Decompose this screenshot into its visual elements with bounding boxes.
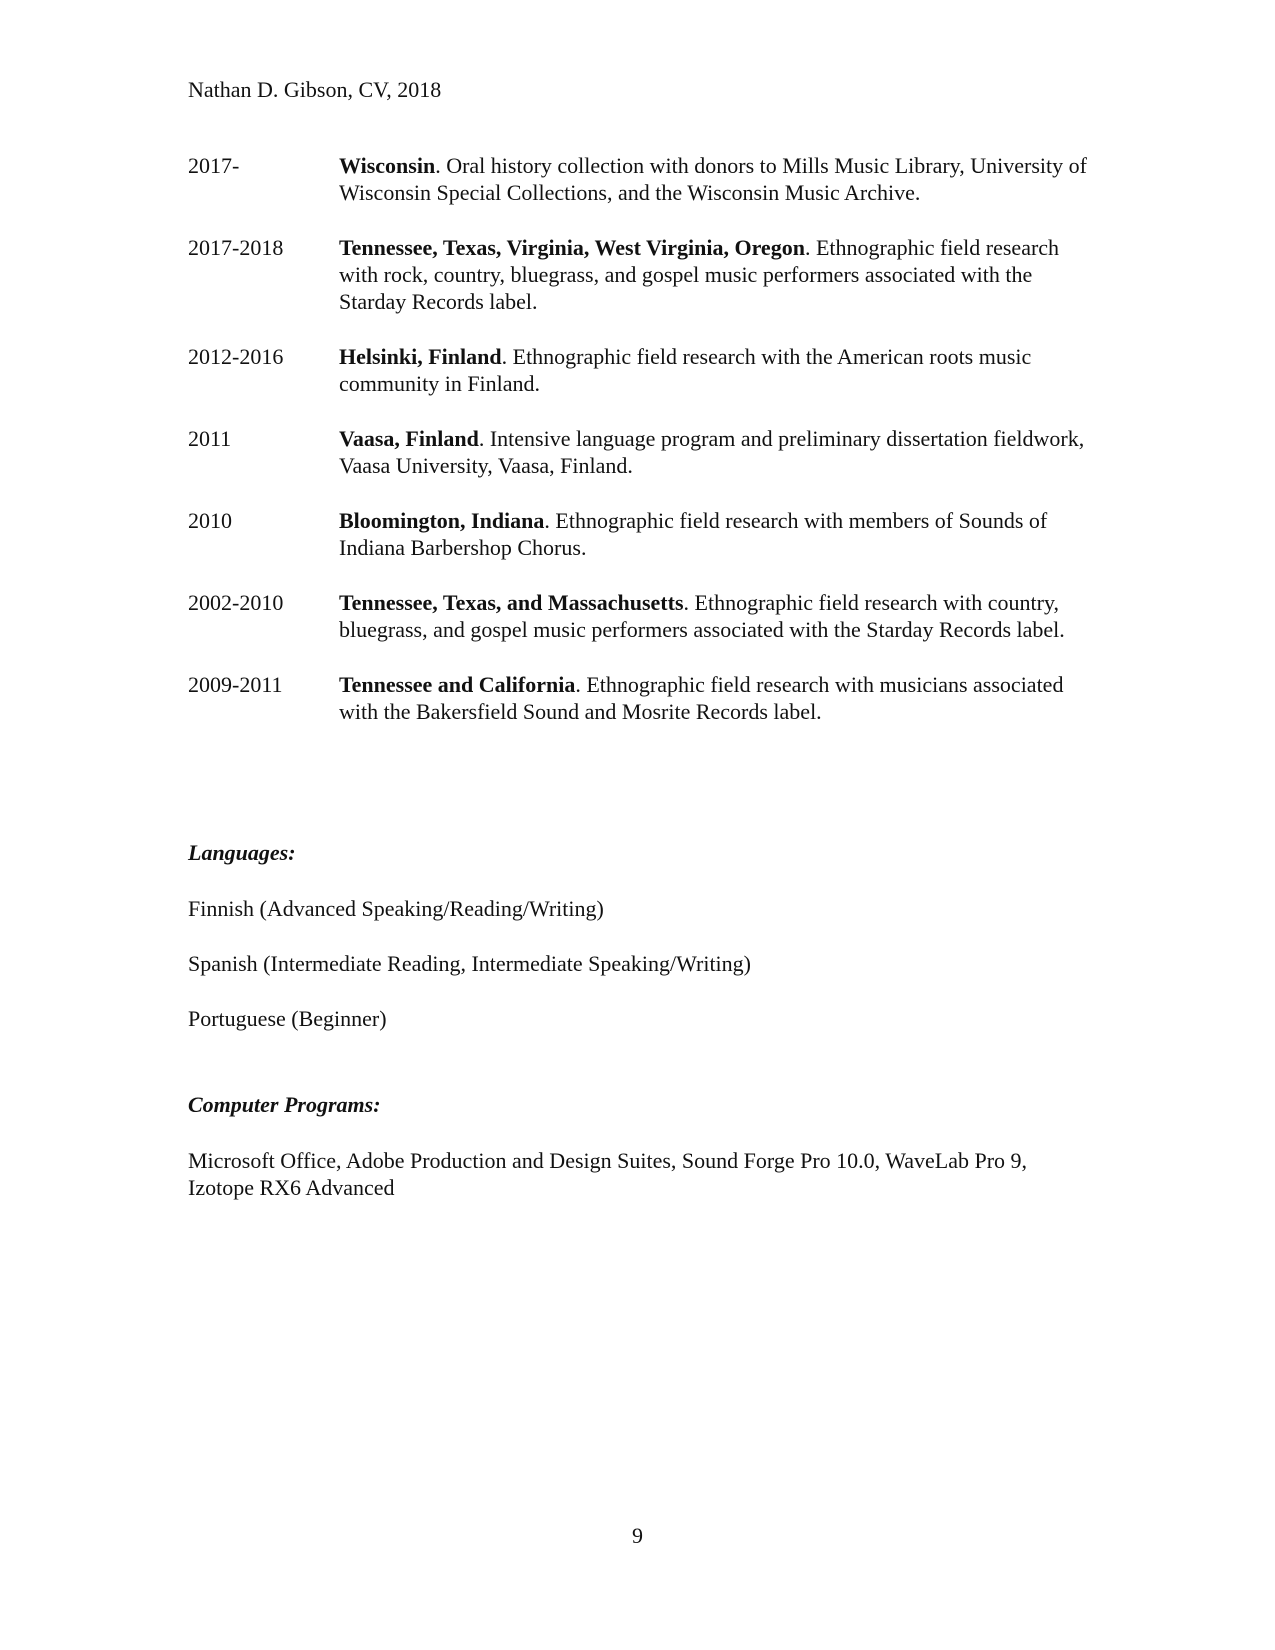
entry-date: 2011 — [188, 426, 232, 451]
language-item: Spanish (Intermediate Reading, Intermediate Speaking/Writing) — [188, 951, 751, 976]
entry-body — [339, 671, 1088, 725]
languages-list — [188, 895, 1088, 1060]
entry-date: 2002-2010 — [188, 590, 284, 615]
entry-date: 2012-2016 — [188, 344, 284, 369]
research-entry — [188, 343, 1088, 397]
entry-date: 2017- — [188, 153, 240, 178]
entry-description: . Ethnographic field research with rock, country, bluegrass, and gospel music performers associated with the Starday Records label. — [339, 235, 1060, 314]
entry-description: . Intensive language program and preliminary dissertation fieldwork, Vaasa University, Vaasa, Finland. — [339, 426, 1085, 478]
entry-description: . Ethnographic field research with the American roots music community in Finland. — [339, 344, 1032, 396]
entry-place: Tennessee, Texas, Virginia, West Virginia, Oregon — [339, 235, 805, 260]
research-entry — [188, 671, 1088, 725]
entry-body — [339, 152, 1088, 206]
entry-place: Bloomington, Indiana — [339, 508, 545, 533]
entry-body — [339, 343, 1088, 397]
computer-programs-text: Microsoft Office, Adobe Production and Design Suites, Sound Forge Pro 10.0, WaveLab Pro 9, Izotope RX6 Advanced — [188, 1148, 1028, 1200]
entry-place: Helsinki, Finland — [339, 344, 502, 369]
entry-place: Vaasa, Finland — [339, 426, 479, 451]
entry-body — [339, 234, 1088, 315]
research-entry — [188, 425, 1088, 479]
entry-description: . Ethnographic field research with musicians associated with the Bakersfield Sound and Mosrite Records label. — [339, 672, 1064, 724]
entry-description: . Ethnographic field research with country, bluegrass, and gospel music performers associated with the Starday Records label. — [339, 590, 1065, 642]
entry-date: 2017-2018 — [188, 235, 284, 260]
entry-place: Tennessee, Texas, and Massachusetts — [339, 590, 684, 615]
entry-body — [339, 507, 1088, 561]
entry-place: Wisconsin — [339, 153, 436, 178]
computer-programs-heading: Computer Programs: — [188, 1092, 381, 1117]
research-entries — [188, 152, 1088, 753]
research-entry — [188, 507, 1088, 561]
entry-body — [339, 589, 1088, 643]
research-entry — [188, 152, 1088, 206]
entry-description: . Oral history collection with donors to Mills Music Library, University of Wisconsin Special Collections, and the Wisconsin Music Archive. — [339, 153, 1087, 205]
languages-heading: Languages: — [188, 840, 296, 865]
research-entry — [188, 234, 1088, 315]
language-item: Portuguese (Beginner) — [188, 1006, 387, 1031]
language-item: Finnish (Advanced Speaking/Reading/Writing) — [188, 896, 604, 921]
entry-date: 2009-2011 — [188, 672, 283, 697]
entry-place: Tennessee and California — [339, 672, 576, 697]
research-entry — [188, 589, 1088, 643]
entry-body — [339, 425, 1088, 479]
running-header: Nathan D. Gibson, CV, 2018 — [188, 77, 442, 102]
page-number: 9 — [632, 1523, 643, 1548]
entry-description: . Ethnographic field research with members of Sounds of Indiana Barbershop Chorus. — [339, 508, 1048, 560]
entry-date: 2010 — [188, 508, 232, 533]
